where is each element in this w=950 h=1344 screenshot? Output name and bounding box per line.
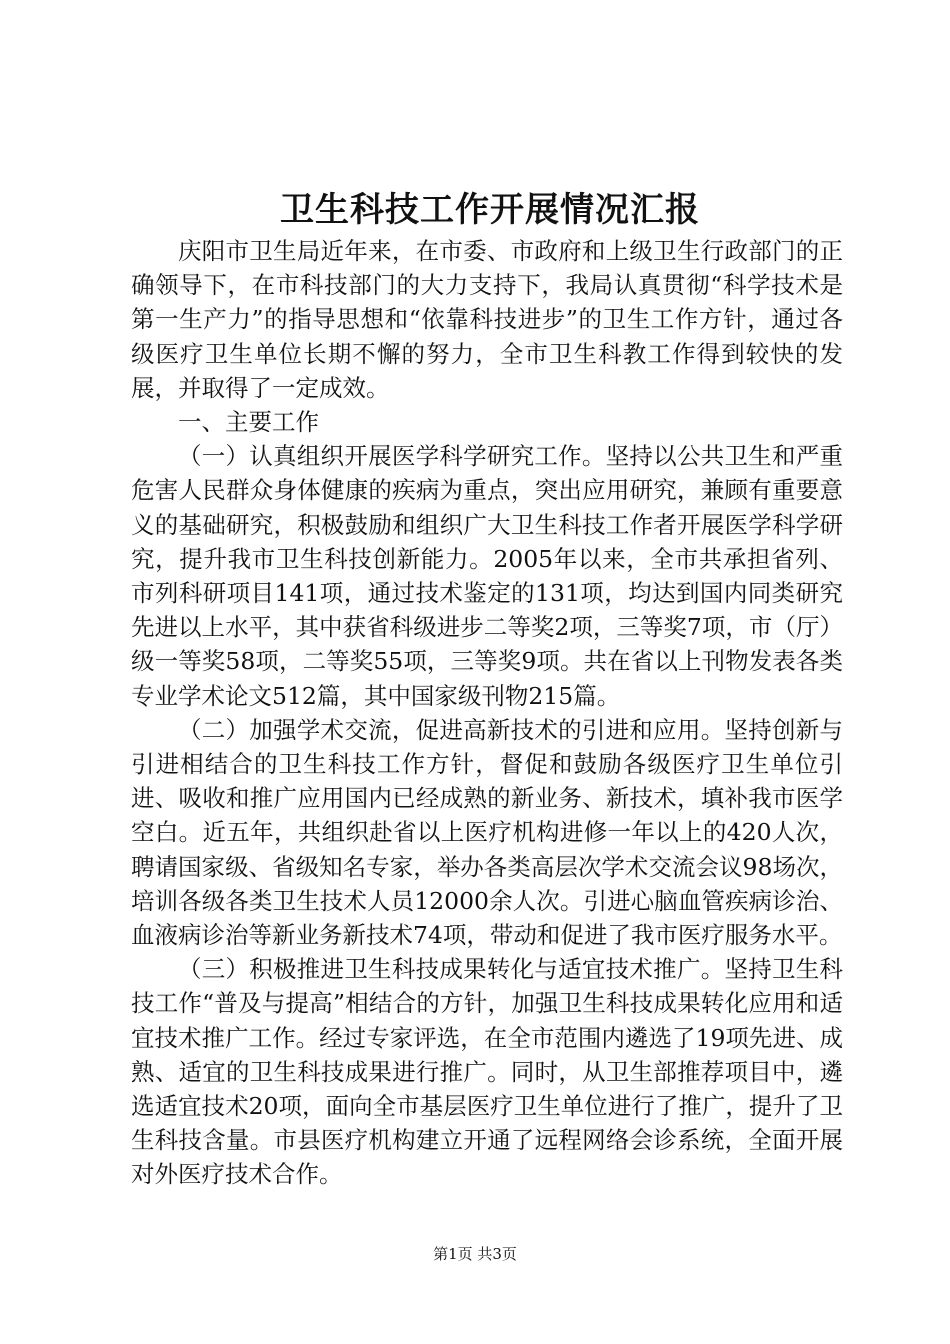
paragraph-academic-exchange: （二）加强学术交流，促进高新技术的引进和应用。坚持创新与引进相结合的卫生科技工作方针，督促和鼓励各级医疗卫生单位引进、吸收和推广应用国内已经成熟的新业务、新技术，填补我市医学空白。近五年，共组织赴省以上医疗机构进修一年以上的420人次，聘请国家级、省级知名专家，举办各类高层次学术交流会议98场次，培训各级各类卫生技术人员12000余人次。引进心脑血管疾病诊治、血液病诊治等新业务新技术74项，带动和促进了我市医疗服务水平。 bbox=[131, 715, 843, 950]
paragraph-tech-transfer: （三）积极推进卫生科技成果转化与适宜技术推广。坚持卫生科技工作“普及与提高”相结合的方针，加强卫生科技成果转化应用和适宜技术推广工作。经过专家评选，在全市范围内遴选了19项先进、成熟、适宜的卫生科技成果进行推广。同时，从卫生部推荐项目中，遴选适宜技术20项，面向全市基层医疗卫生单位进行了推广，提升了卫生科技含量。市县医疗机构建立开通了远程网络会诊系统，全面开展对外医疗技术合作。 bbox=[131, 955, 843, 1189]
document-body bbox=[131, 234, 843, 1192]
section-heading-main-work: 一、主要工作 bbox=[178, 408, 319, 437]
paragraph-research: （一）认真组织开展医学科学研究工作。坚持以公共卫生和严重危害人民群众身体健康的疾病为重点，突出应用研究，兼顾有重要意义的基础研究，积极鼓励和组织广大卫生科技工作者开展医学科学研究，提升我市卫生科技创新能力。2005年以来，全市共承担省列、市列科研项目141项，通过技术鉴定的131项，均达到国内同类研究先进以上水平，其中获省科级进步二等奖2项，三等奖7项，市（厅）级一等奖58项，二等奖55项，三等奖9项。共在省以上刊物发表各类专业学术论文512篇，其中国家级刊物215篇。 bbox=[131, 442, 843, 710]
intro-paragraph: 庆阳市卫生局近年来，在市委、市政府和上级卫生行政部门的正确领导下，在市科技部门的大力支持下，我局认真贯彻“科学技术是第一生产力”的指导思想和“依靠科技进步”的卫生工作方针，通过各级医疗卫生单位长期不懈的努力，全市卫生科教工作得到较快的发展，并取得了一定成效。 bbox=[131, 237, 843, 402]
document-title: 卫生科技工作开展情况汇报 bbox=[280, 190, 700, 230]
page-footer: 第1页 共3页 bbox=[433, 1245, 517, 1263]
